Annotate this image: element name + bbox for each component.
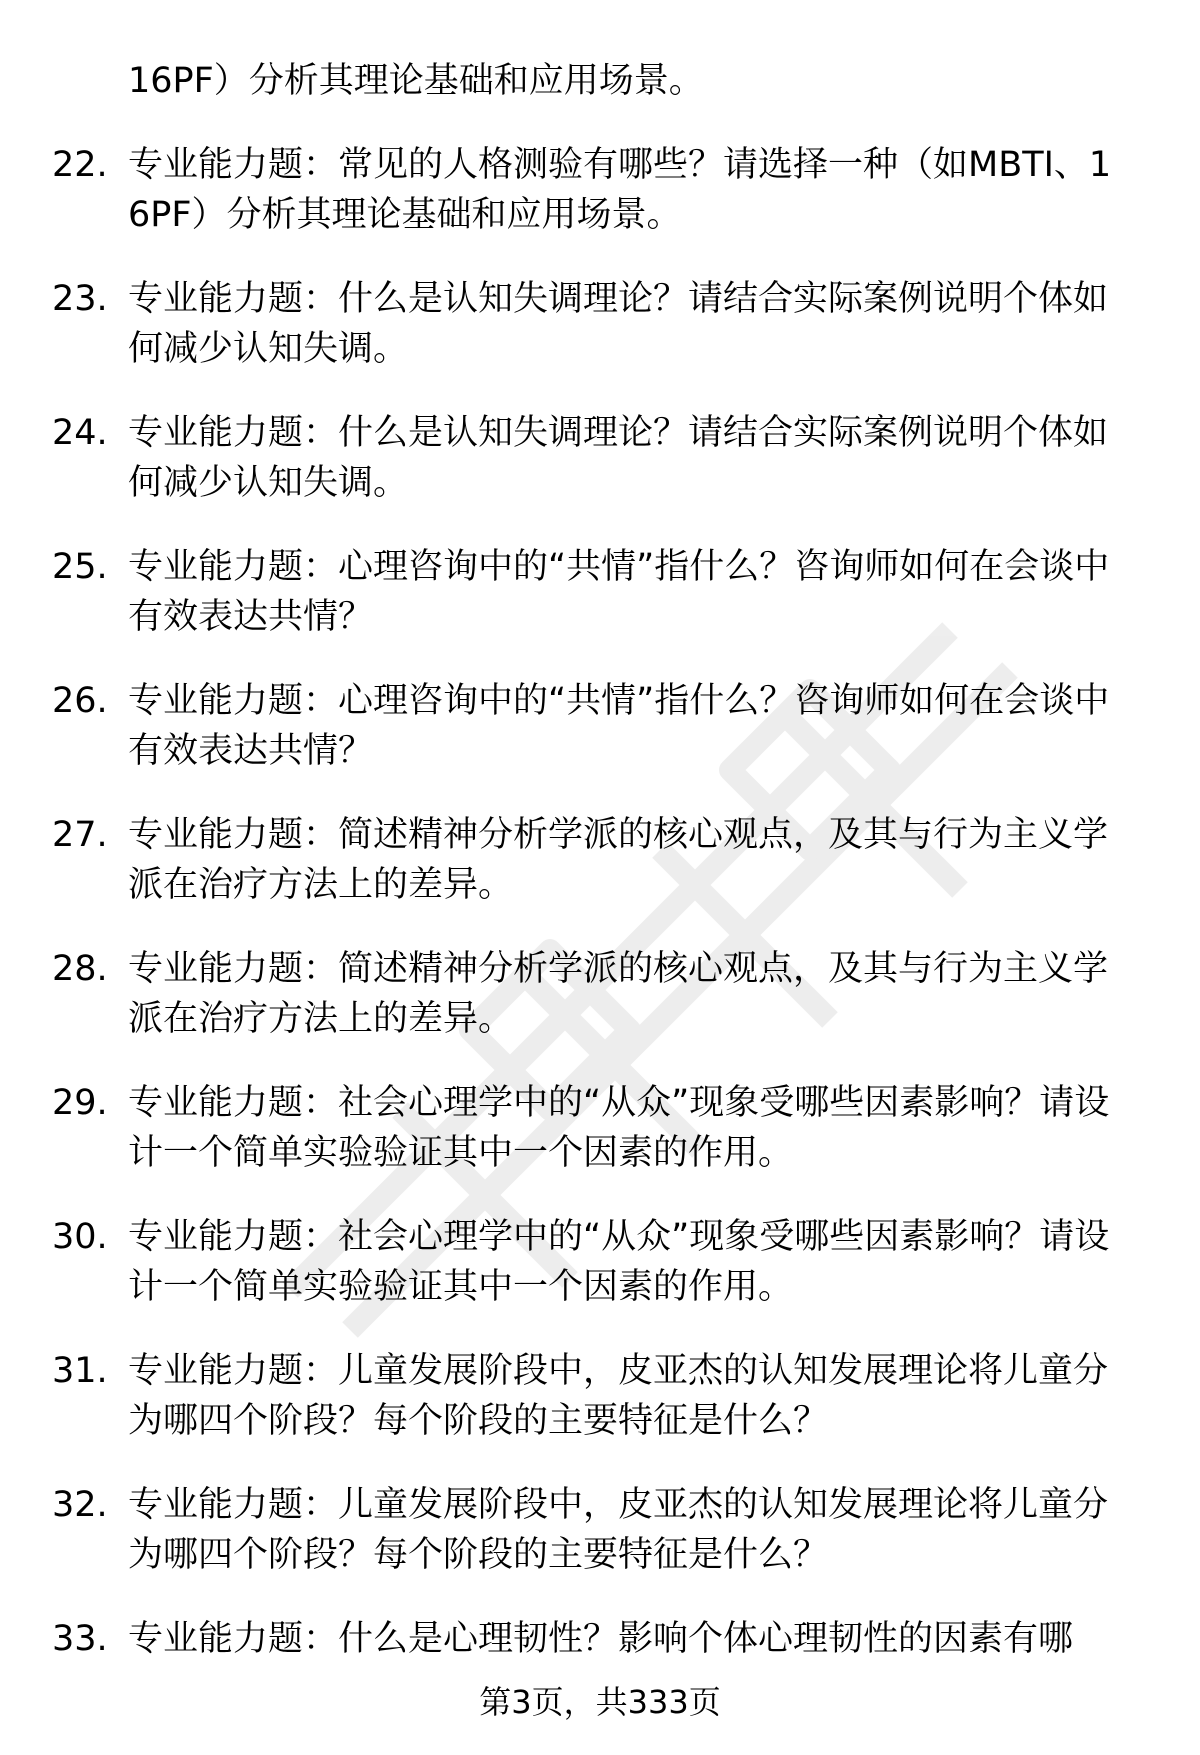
list-item: [52, 676, 1152, 776]
question-list: [52, 56, 1152, 1698]
question-text: 专业能力题：社会心理学中的“从众”现象受哪些因素影响？请设计一个简单实验验证其中一个因素的作用。: [128, 1083, 1110, 1173]
question-number: 32.: [52, 1485, 108, 1525]
question-text: 专业能力题：简述精神分析学派的核心观点，及其与行为主义学派在治疗方法上的差异。: [128, 815, 1109, 905]
question-text: 专业能力题：什么是认知失调理论？请结合实际案例说明个体如何减少认知失调。: [128, 413, 1109, 503]
page-footer: [0, 1680, 1200, 1724]
question-text: 专业能力题：心理咨询中的“共情”指什么？咨询师如何在会谈中有效表达共情？: [128, 547, 1110, 637]
question-text: 专业能力题：儿童发展阶段中，皮亚杰的认知发展理论将儿童分为哪四个阶段？每个阶段的主要特征是什么？: [128, 1485, 1109, 1575]
question-number: 26.: [52, 681, 108, 721]
question-text: 专业能力题：社会心理学中的“从众”现象受哪些因素影响？请设计一个简单实验验证其中一个因素的作用。: [128, 1217, 1110, 1307]
page-number-label: 第3页，共333页: [479, 1683, 721, 1721]
question-text: 专业能力题：常见的人格测验有哪些？请选择一种（如MBTI、16PF）分析其理论基础和应用场景。: [128, 145, 1112, 235]
question-number: 30.: [52, 1217, 108, 1257]
list-item: [52, 810, 1152, 910]
list-item: [52, 274, 1152, 374]
list-item: [52, 1078, 1152, 1178]
question-number: 33.: [52, 1619, 108, 1659]
list-item: [52, 1212, 1152, 1312]
question-text: 专业能力题：什么是心理韧性？影响个体心理韧性的因素有哪: [128, 1619, 1074, 1659]
question-text: 专业能力题：儿童发展阶段中，皮亚杰的认知发展理论将儿童分为哪四个阶段？每个阶段的主要特征是什么？: [128, 1351, 1109, 1441]
list-item: [52, 140, 1152, 240]
list-item: [52, 408, 1152, 508]
question-number: 24.: [52, 413, 108, 453]
question-text: 专业能力题：什么是认知失调理论？请结合实际案例说明个体如何减少认知失调。: [128, 279, 1109, 369]
question-number: 25.: [52, 547, 108, 587]
question-number: 23.: [52, 279, 108, 319]
list-item: [52, 1480, 1152, 1580]
question-number: 29.: [52, 1083, 108, 1123]
list-item: [52, 1346, 1152, 1446]
list-item: [52, 944, 1152, 1044]
question-number: 27.: [52, 815, 108, 855]
list-item: [52, 542, 1152, 642]
question-number: 28.: [52, 949, 108, 989]
question-text: 专业能力题：简述精神分析学派的核心观点，及其与行为主义学派在治疗方法上的差异。: [128, 949, 1109, 1039]
question-number: 22.: [52, 145, 108, 185]
question-number: 31.: [52, 1351, 108, 1391]
list-item: [52, 1614, 1152, 1664]
continued-question-text: 16PF）分析其理论基础和应用场景。: [128, 61, 704, 101]
question-text: 专业能力题：心理咨询中的“共情”指什么？咨询师如何在会谈中有效表达共情？: [128, 681, 1110, 771]
